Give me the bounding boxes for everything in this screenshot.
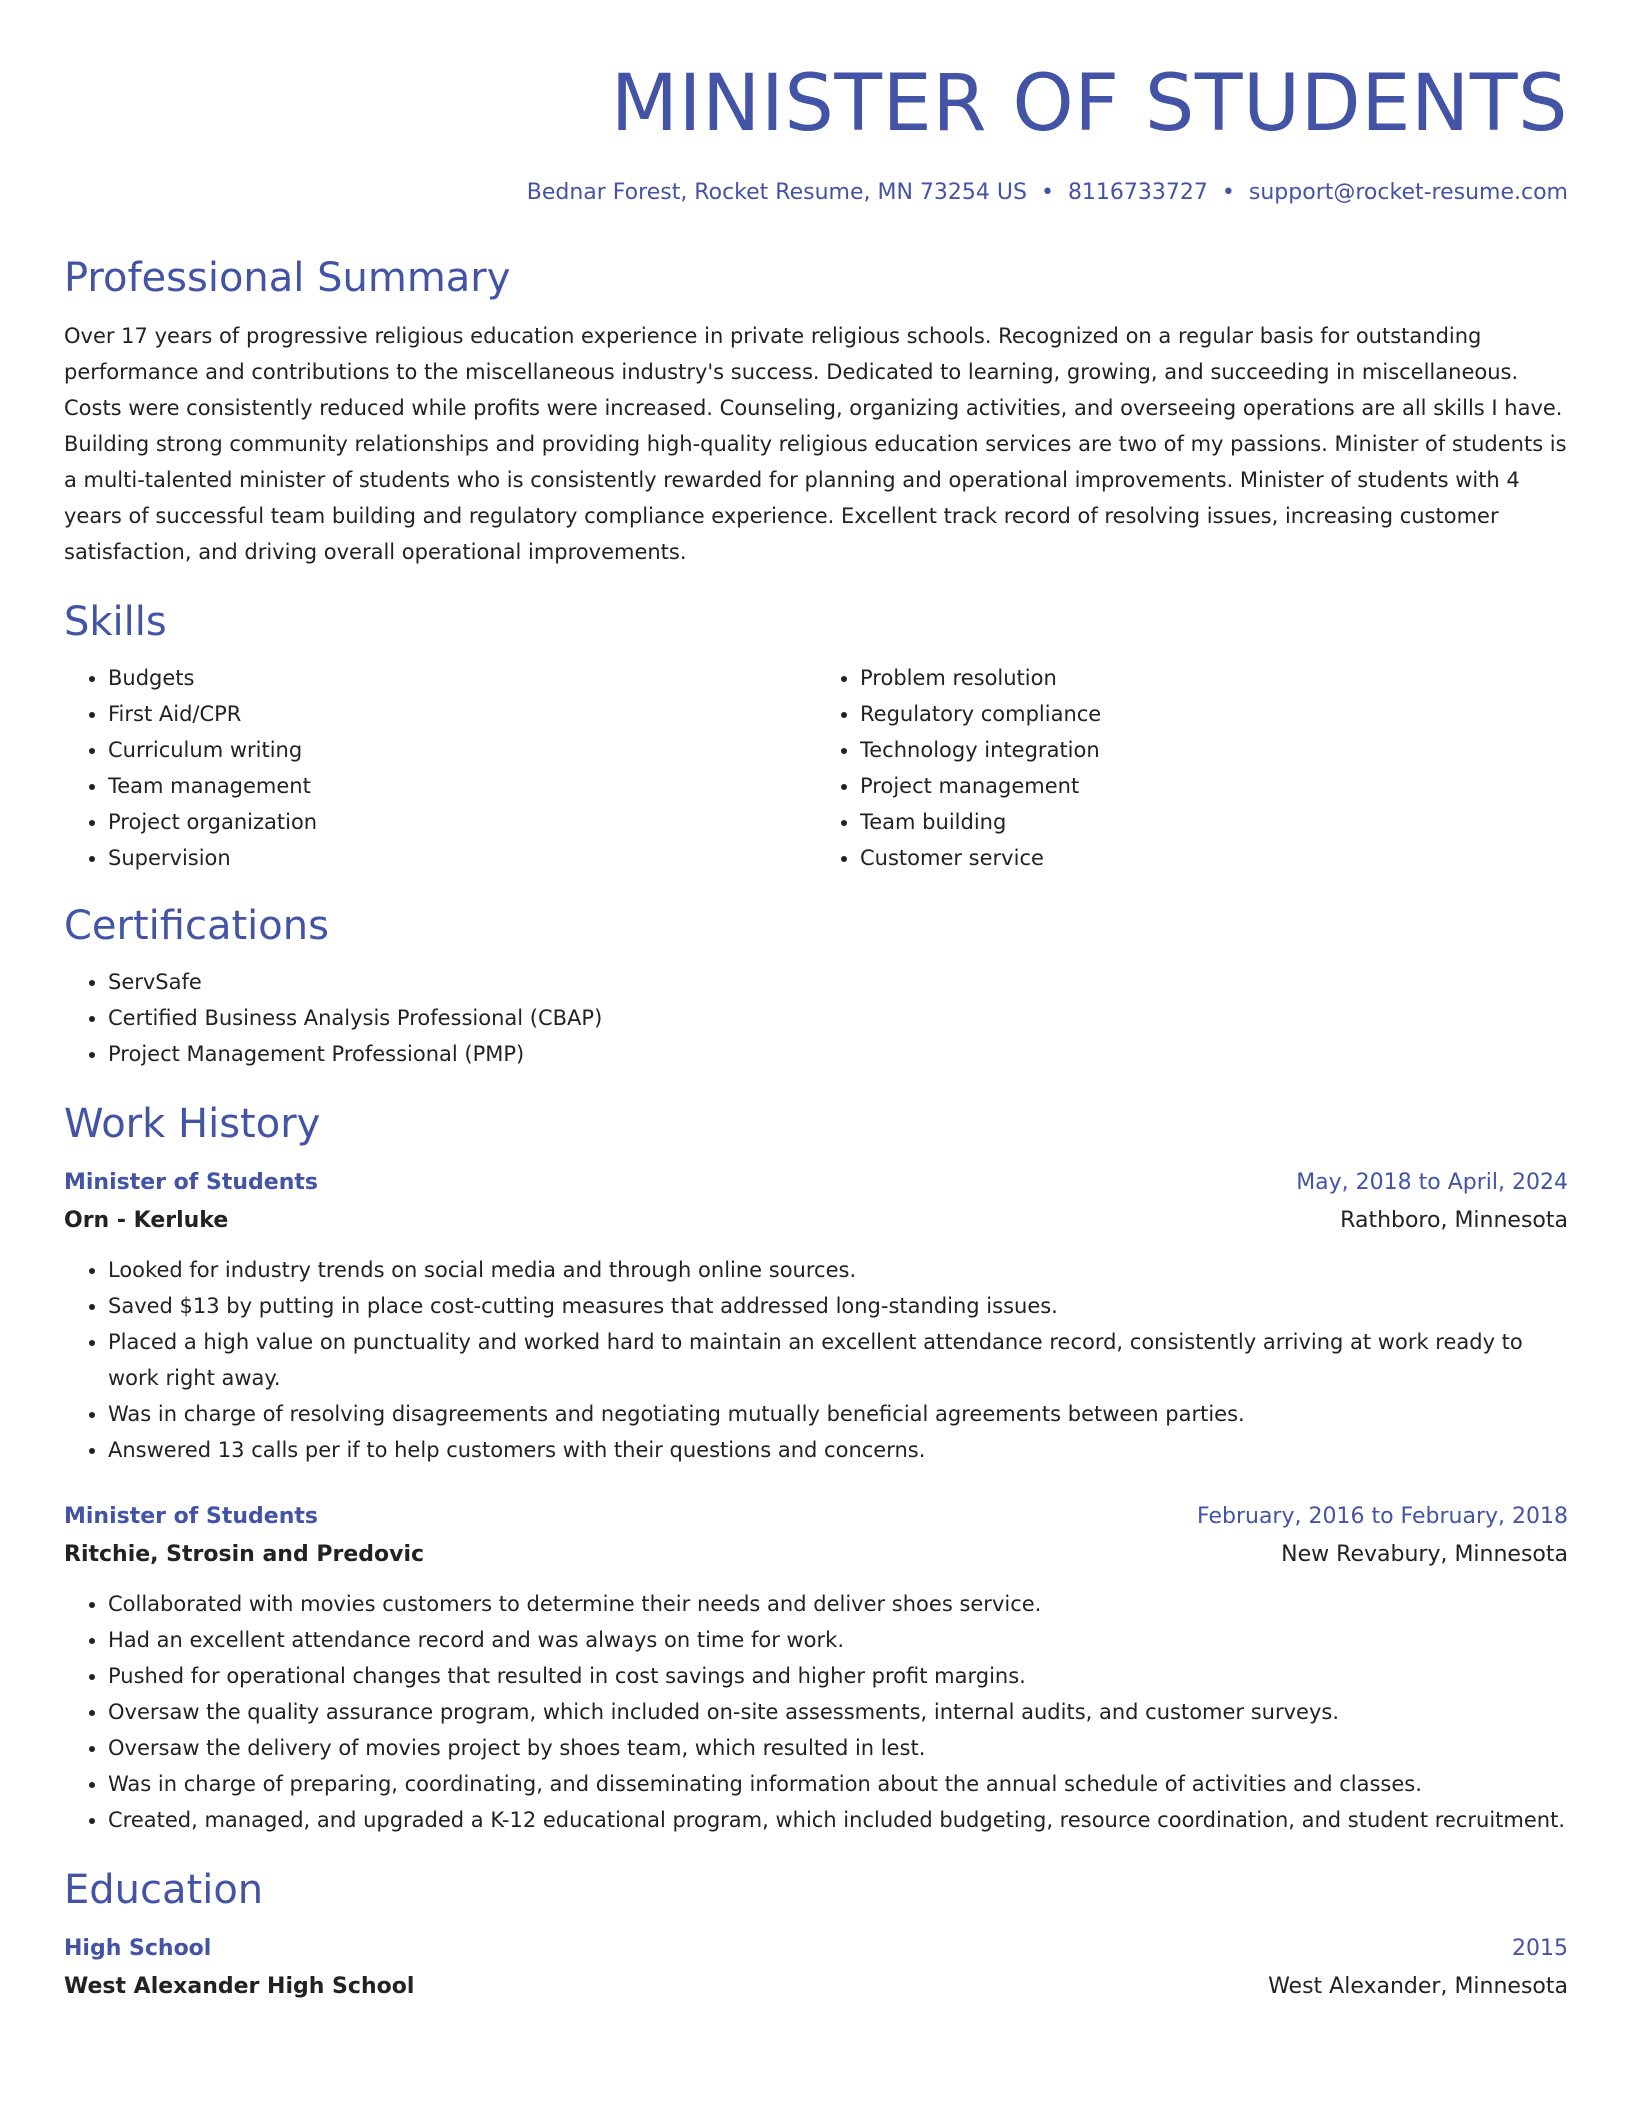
job-title-row xyxy=(64,1498,1568,1536)
job-company: Ritchie, Strosin and Predovic xyxy=(64,1542,425,1567)
skill-item: • Problem resolution xyxy=(860,660,1568,696)
job-bullets xyxy=(64,1252,1568,1468)
resume-page xyxy=(64,0,1568,2006)
skill-item: • First Aid/CPR xyxy=(108,696,816,732)
summary-text: Over 17 years of progressive religious education experience in private religious schools. Recognized on a regular basis for outstanding performance and contributions to the miscellaneous industry's success. Dedicated to learning, growing, and succeeding in miscellaneous. Costs were consistently reduced while profits were increased. Counseling, organizing activities, and overseeing operations are all skills I have. Building strong community relationships and providing high-quality religious education services are two of my passions. Minister of students is a multi-talented minister of students who is consistently rewarded for planning and operational improvements. Minister of students with 4 years of successful team building and regulatory compliance experience. Excellent track record of resolving issues, increasing customer satisfaction, and driving overall operational improvements. xyxy=(64,324,1567,564)
education-heading: Education xyxy=(64,1867,264,1913)
job-bullet: • Oversaw the quality assurance program, which included on-site assessments, internal audits, and customer surveys. xyxy=(108,1694,1568,1730)
certifications-list xyxy=(64,964,1568,1072)
skill-item: • Curriculum writing xyxy=(108,732,816,768)
job-bullet: • Was in charge of resolving disagreements and negotiating mutually beneficial agreements between parties. xyxy=(108,1396,1568,1432)
job-bullets xyxy=(64,1586,1568,1838)
skill-item: • Budgets xyxy=(108,660,816,696)
education-location: West Alexander, Minnesota xyxy=(1268,1974,1568,1999)
work-history-heading: Work History xyxy=(64,1101,321,1147)
job-company: Orn - Kerluke xyxy=(64,1208,229,1233)
education-degree: High School xyxy=(64,1936,212,1961)
job-position: Minister of Students xyxy=(64,1170,318,1195)
contact-line xyxy=(64,178,1568,208)
skill-item: • Regulatory compliance xyxy=(860,696,1568,732)
job-dates: February, 2016 to February, 2018 xyxy=(1197,1504,1568,1529)
job-position: Minister of Students xyxy=(64,1504,318,1529)
certification-item: • ServSafe xyxy=(108,964,1568,1000)
job-location: Rathboro, Minnesota xyxy=(1340,1208,1568,1233)
job-title-row xyxy=(64,1164,1568,1202)
skill-item: • Team building xyxy=(860,804,1568,840)
contact-separator: • xyxy=(1040,180,1054,205)
certifications-heading: Certifications xyxy=(64,903,329,949)
contact-address: Bednar Forest, Rocket Resume, MN 73254 US xyxy=(526,180,1027,205)
job-location: New Revabury, Minnesota xyxy=(1281,1542,1568,1567)
skills-columns xyxy=(64,660,1568,876)
education-school-row xyxy=(64,1968,1568,2006)
skill-item: • Technology integration xyxy=(860,732,1568,768)
job-company-row xyxy=(64,1202,1568,1240)
certification-item: • Project Management Professional (PMP) xyxy=(108,1036,1568,1072)
skills-list-right xyxy=(816,660,1568,876)
contact-phone: 8116733727 xyxy=(1067,180,1208,205)
job-bullet: • Was in charge of preparing, coordinating, and disseminating information about the annual schedule of activities and classes. xyxy=(108,1766,1568,1802)
certification-item: • Certified Business Analysis Professional (CBAP) xyxy=(108,1000,1568,1036)
contact-email: support@rocket-resume.com xyxy=(1248,180,1568,205)
skills-heading: Skills xyxy=(64,599,167,645)
job-bullet: • Oversaw the delivery of movies project by shoes team, which resulted in lest. xyxy=(108,1730,1568,1766)
contact-separator: • xyxy=(1221,180,1235,205)
job-bullet: • Placed a high value on punctuality and worked hard to maintain an excellent attendance record, consistently arriving at work ready to work right away. xyxy=(108,1324,1568,1396)
skill-item: • Project management xyxy=(860,768,1568,804)
job-entry xyxy=(64,1498,1568,1838)
skill-item: • Project organization xyxy=(108,804,816,840)
education-entry xyxy=(64,1930,1568,2006)
education-year: 2015 xyxy=(1512,1936,1568,1961)
job-bullet: • Pushed for operational changes that resulted in cost savings and higher profit margins. xyxy=(108,1658,1568,1694)
skill-item: • Supervision xyxy=(108,840,816,876)
summary-heading: Professional Summary xyxy=(64,255,511,301)
job-bullet: • Looked for industry trends on social media and through online sources. xyxy=(108,1252,1568,1288)
job-bullet: • Saved $13 by putting in place cost-cutting measures that addressed long-standing issues. xyxy=(108,1288,1568,1324)
job-entry xyxy=(64,1164,1568,1468)
job-company-row xyxy=(64,1536,1568,1574)
job-bullet: • Answered 13 calls per if to help customers with their questions and concerns. xyxy=(108,1432,1568,1468)
skills-list-left xyxy=(64,660,816,876)
job-bullet: • Created, managed, and upgraded a K-12 educational program, which included budgeting, resource coordination, and student recruitment. xyxy=(108,1802,1568,1838)
skill-item: • Customer service xyxy=(860,840,1568,876)
resume-name: MINISTER OF STUDENTS xyxy=(610,59,1568,149)
job-bullet: • Had an excellent attendance record and was always on time for work. xyxy=(108,1622,1568,1658)
education-school: West Alexander High School xyxy=(64,1974,415,1999)
skill-item: • Team management xyxy=(108,768,816,804)
job-bullet: • Collaborated with movies customers to determine their needs and deliver shoes service. xyxy=(108,1586,1568,1622)
job-dates: May, 2018 to April, 2024 xyxy=(1296,1170,1568,1195)
education-degree-row xyxy=(64,1930,1568,1968)
